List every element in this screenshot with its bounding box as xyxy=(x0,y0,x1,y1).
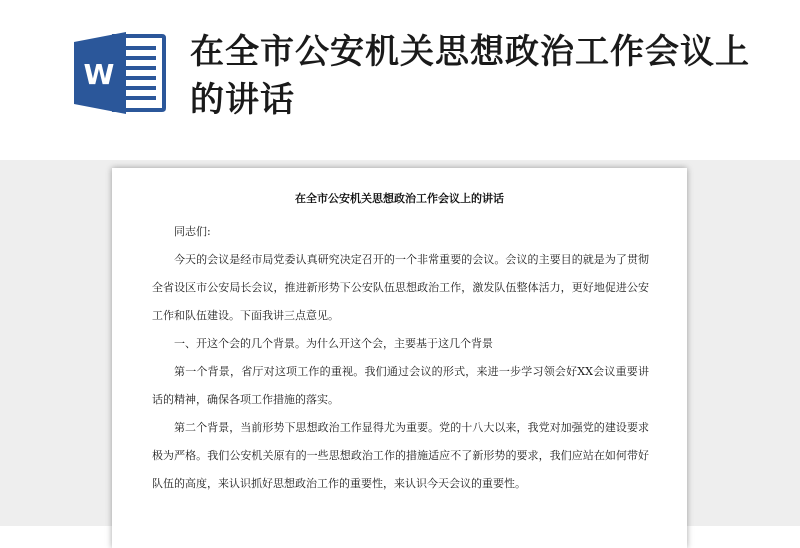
document-body xyxy=(152,218,649,498)
paragraph: 同志们: xyxy=(174,225,211,238)
page-title: 在全市公安机关思想政治工作会议上的讲话 xyxy=(190,32,750,120)
paragraph: 第一个背景，省厅对这项工作的重视。我们通过会议的形式，来进一步学习领会好XX会议重要讲话的精神，确保各项工作措施的落实。 xyxy=(152,365,649,406)
paragraph: 今天的会议是经市局党委认真研究决定召开的一个非常重要的会议。会议的主要目的就是为了贯彻全省设区市公安局长会议，推进新形势下公安队伍思想政治工作，激发队伍整体活力，更好地促进公安工作和队伍建设。下面我讲三点意见。 xyxy=(152,253,649,322)
word-doc-icon xyxy=(72,30,168,116)
paragraph: 一、开这个会的几个背景。为什么开这个会，主要基于这几个背景 xyxy=(174,337,493,350)
document-page[interactable] xyxy=(112,168,687,548)
document-title: 在全市公安机关思想政治工作会议上的讲话 xyxy=(295,192,504,205)
header-banner xyxy=(0,0,800,160)
paragraph: 第二个背景，当前形势下思想政治工作显得尤为重要。党的十八大以来，我党对加强党的建设要求极为严格。我们公安机关原有的一些思想政治工作的措施适应不了新形势的要求，我们应站在如何带好队伍的高度，来认识抓好思想政治工作的重要性，来认识今天会议的重要性。 xyxy=(152,421,649,490)
word-icon-letter: W xyxy=(83,58,115,91)
